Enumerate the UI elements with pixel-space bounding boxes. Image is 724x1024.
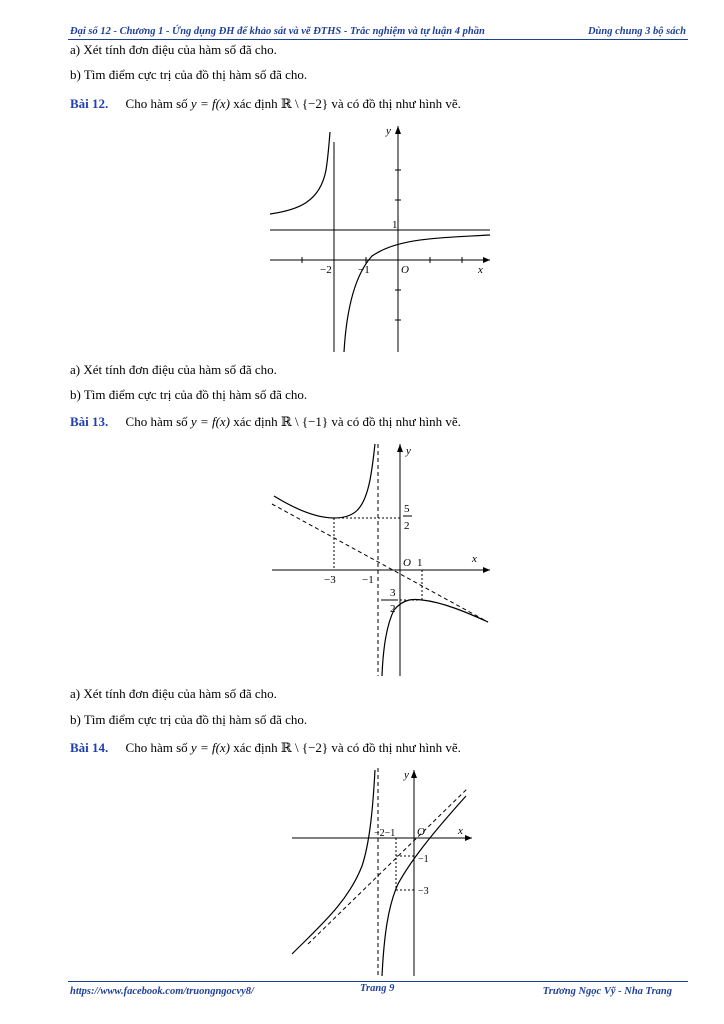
bai12-label-neg1: −1	[358, 264, 370, 276]
bai12-label: Bài 12.	[70, 96, 109, 111]
bai13-label-two-a: 2	[404, 520, 410, 532]
bai12-label-1: 1	[392, 219, 398, 231]
bai13-x-label: x	[472, 553, 477, 565]
bai14-formula: y = f(x)	[190, 740, 231, 755]
footer-author: Trương Ngọc Vỹ - Nha Trang	[542, 986, 672, 997]
bai13-item-b: b) Tìm điểm cực trị của đồ thị hàm số đã cho.	[70, 712, 308, 727]
bai13-statement: Bài 13. Cho hàm số y = f(x) xác định ℝ \ {−1} và có đồ thị như hình vẽ.	[70, 414, 461, 429]
page-header	[70, 22, 686, 40]
bai13-domain: ℝ \ {−1}	[280, 414, 329, 429]
bai13-item-a: a) Xét tính đơn điệu của hàm số đã cho.	[70, 686, 277, 701]
bai13-label-two-b: 2	[390, 603, 396, 615]
bai12-formula: y = f(x)	[190, 96, 231, 111]
page-footer	[70, 983, 686, 1002]
bai12-label-neg2: −2	[320, 264, 332, 276]
bai12-graph	[268, 122, 492, 354]
page-number: Trang 9	[360, 983, 395, 994]
bai13-label-neg3: −3	[324, 574, 336, 586]
bai14-domain: ℝ \ {−2}	[280, 740, 329, 755]
footer-link[interactable]: https://www.facebook.com/truongngocvy8/	[70, 986, 254, 997]
header-divider	[68, 39, 688, 40]
bai14-graph	[290, 766, 474, 978]
item-b-top: b) Tìm điểm cực trị của đồ thị hàm số đã cho.	[70, 67, 308, 82]
bai13-label-neg1: −1	[362, 574, 374, 586]
bai12-item-b: b) Tìm điểm cực trị của đồ thị hàm số đã cho.	[70, 387, 308, 402]
item-a-top: a) Xét tính đơn điệu của hàm số đã cho.	[70, 42, 277, 57]
bai14-label-neg1: −1	[418, 854, 429, 865]
bai14-label-origin: O	[417, 826, 425, 838]
bai14-y-label: y	[404, 769, 409, 781]
bai14-label: Bài 14.	[70, 740, 109, 755]
bai13-label: Bài 13.	[70, 414, 109, 429]
bai13-label-origin: O	[403, 557, 411, 569]
bai13-graph	[270, 440, 492, 678]
header-title: Đại số 12 - Chương 1 - Ứng dụng ĐH để khảo sát và vẽ ĐTHS - Trắc nghiệm và tự luận 4 phần	[70, 26, 485, 37]
bai13-y-label: y	[406, 445, 411, 457]
bai14-label-neg3: −3	[418, 886, 429, 897]
header-right: Dùng chung 3 bộ sách	[587, 26, 686, 37]
bai13-label-three: 3	[390, 587, 396, 599]
bai14-x-label: x	[458, 825, 463, 837]
bai12-y-label: y	[386, 125, 391, 137]
bai12-item-a: a) Xét tính đơn điệu của hàm số đã cho.	[70, 362, 277, 377]
bai12-label-origin: O	[401, 264, 409, 276]
bai14-label-neg2neg1: −2−1	[374, 828, 396, 839]
bai14-statement: Bài 14. Cho hàm số y = f(x) xác định ℝ \ {−2} và có đồ thị như hình vẽ.	[70, 740, 461, 755]
bai13-formula: y = f(x)	[190, 414, 231, 429]
footer-divider	[68, 981, 688, 982]
bai12-x-label: x	[478, 264, 483, 276]
bai13-label-1: 1	[417, 557, 423, 569]
bai12-statement: Bài 12. Cho hàm số y = f(x) xác định ℝ \ {−2} và có đồ thị như hình vẽ.	[70, 96, 461, 111]
bai12-domain: ℝ \ {−2}	[280, 96, 329, 111]
bai13-label-five: 5	[404, 503, 410, 515]
